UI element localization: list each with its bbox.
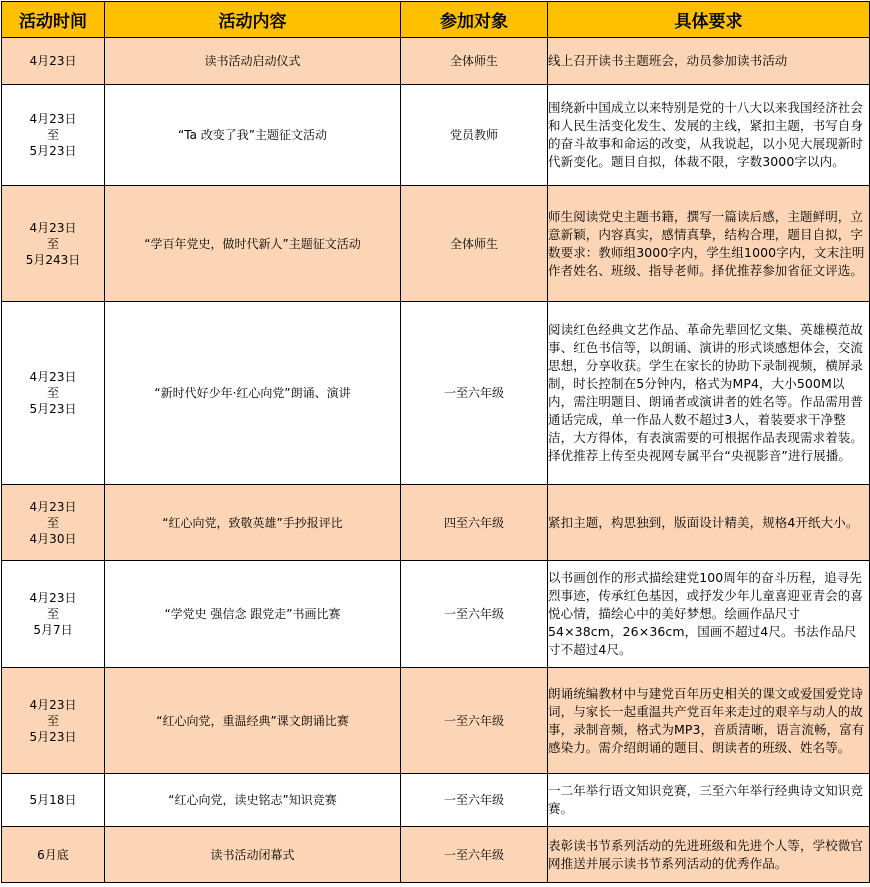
table-row xyxy=(2,827,870,883)
requirements-cell: 朗诵统编教材中与建党百年历史相关的课文或爱国爱党诗词，与家长一起重温共产党百年来走过的艰辛与动人的故事，录制音频，格式为MP3，音质清晰，语言流畅，富有感染力。需介绍朗诵的题目、朗读者的班级、姓名等。 xyxy=(548,668,870,774)
time-line: 5月23日 xyxy=(29,729,77,744)
header-requirements: 具体要求 xyxy=(548,2,870,38)
time-line: 至 xyxy=(46,713,59,728)
time-cell xyxy=(2,827,105,883)
target-cell: 党员教师 xyxy=(401,85,548,186)
target-cell: 一至六年级 xyxy=(401,561,548,668)
requirements-cell: 阅读红色经典文艺作品、革命先辈回忆文集、英雄模范故事、红色书信等，以朗诵、演讲的形式谈感想体会，交流思想，分享收获。学生在家长的协助下录制视频，横屏录制，时长控制在5分钟内，格式为MP4，大小500M以内，需注明题目、朗诵者或演讲者的姓名等。作品需用普通话完成，单一作品人数不超过3人，着装要求干净整洁，大方得体，有表演需要的可根据作品表现需求着装。择优推荐上传至央视网专属平台“央视影音”进行展播。 xyxy=(548,302,870,485)
time-cell xyxy=(2,85,105,186)
time-line: 5月23日 xyxy=(29,144,77,158)
time-line: 5月18日 xyxy=(29,793,77,807)
time-line: 5月23日 xyxy=(29,402,77,416)
requirements-cell: 以书画创作的形式描绘建党100周年的奋斗历程，追寻先烈事迹，传承红色基因，或抒发少年儿童喜迎亚青会的喜悦心情，描绘心中的美好梦想。绘画作品尺寸54×38cm，26×36cm，国画不超过4尺。书法作品尺寸不超过4尺。 xyxy=(548,561,870,668)
table-row xyxy=(2,186,870,302)
time-line: 4月23日 xyxy=(29,220,77,235)
target-cell: 一至六年级 xyxy=(401,827,548,883)
time-line: 4月23日 xyxy=(29,112,77,126)
table-row xyxy=(2,561,870,668)
activity-schedule-table xyxy=(1,1,870,883)
content-cell: 读书活动闭幕式 xyxy=(105,827,401,883)
target-cell: 四至六年级 xyxy=(401,485,548,561)
time-line: 至 xyxy=(46,386,59,400)
target-cell: 一至六年级 xyxy=(401,774,548,827)
time-cell xyxy=(2,774,105,827)
time-line: 至 xyxy=(46,236,59,251)
table-header-row xyxy=(2,2,870,38)
table-row xyxy=(2,774,870,827)
table-row xyxy=(2,302,870,485)
content-cell: “学百年党史，做时代新人”主题征文活动 xyxy=(105,186,401,302)
time-cell xyxy=(2,561,105,668)
time-line: 6月底 xyxy=(37,847,69,862)
target-cell: 一至六年级 xyxy=(401,302,548,485)
target-cell: 全体师生 xyxy=(401,38,548,85)
content-cell: “红心向党，读史铭志”知识竞赛 xyxy=(105,774,401,827)
target-cell: 一至六年级 xyxy=(401,668,548,774)
time-cell xyxy=(2,186,105,302)
time-line: 4月23日 xyxy=(29,54,77,68)
content-cell: “学党史 强信念 跟党走”书画比赛 xyxy=(105,561,401,668)
table-row xyxy=(2,85,870,186)
target-cell: 全体师生 xyxy=(401,186,548,302)
requirements-cell: 围绕新中国成立以来特别是党的十八大以来我国经济社会和人民生活变化发生、发展的主线，紧扣主题，书写自身的奋斗故事和命运的改变，从我说起，以小见大展现新时代新变化。题目自拟，体裁不限，字数3000字以内。 xyxy=(548,85,870,186)
content-cell: “红心向党，致敬英雄”手抄报评比 xyxy=(105,485,401,561)
requirements-cell: 紧扣主题，构思独到，版面设计精美，规格4开纸大小。 xyxy=(548,485,870,561)
time-cell xyxy=(2,38,105,85)
time-line: 4月30日 xyxy=(29,531,77,546)
content-cell: “红心向党，重温经典”课文朗诵比赛 xyxy=(105,668,401,774)
header-time: 活动时间 xyxy=(2,2,105,38)
table-row xyxy=(2,668,870,774)
requirements-cell: 线上召开读书主题班会，动员参加读书活动 xyxy=(548,38,870,85)
content-cell: “新时代好少年·红心向党”朗诵、演讲 xyxy=(105,302,401,485)
header-target: 参加对象 xyxy=(401,2,548,38)
time-cell xyxy=(2,302,105,485)
time-line: 4月23日 xyxy=(29,697,77,712)
table-row xyxy=(2,485,870,561)
time-line: 4月23日 xyxy=(29,499,77,514)
table-row xyxy=(2,38,870,85)
content-cell: 读书活动启动仪式 xyxy=(105,38,401,85)
requirements-cell: 一二年举行语文知识竞赛，三至六年举行经典诗文知识竞赛。 xyxy=(548,774,870,827)
requirements-cell: 师生阅读党史主题书籍，撰写一篇读后感，主题鲜明，立意新颖，内容真实，感情真挚，结构合理，题目自拟，字数要求：教师组3000字内，学生组1000字内，文末注明作者姓名、班级、指导老师。择优推荐参加省征文评选。 xyxy=(548,186,870,302)
requirements-cell: 表彰读书节系列活动的先进班级和先进个人等，学校微官网推送并展示读书节系列活动的优秀作品。 xyxy=(548,827,870,883)
time-line: 至 xyxy=(46,607,59,621)
time-cell xyxy=(2,485,105,561)
time-line: 至 xyxy=(46,515,59,530)
time-cell xyxy=(2,668,105,774)
time-line: 5月7日 xyxy=(33,623,73,637)
time-line: 5月243日 xyxy=(25,252,81,267)
header-content: 活动内容 xyxy=(105,2,401,38)
content-cell: “Ta 改变了我”主题征文活动 xyxy=(105,85,401,186)
time-line: 4月23日 xyxy=(29,591,77,605)
time-line: 4月23日 xyxy=(29,370,77,384)
time-line: 至 xyxy=(46,128,59,142)
